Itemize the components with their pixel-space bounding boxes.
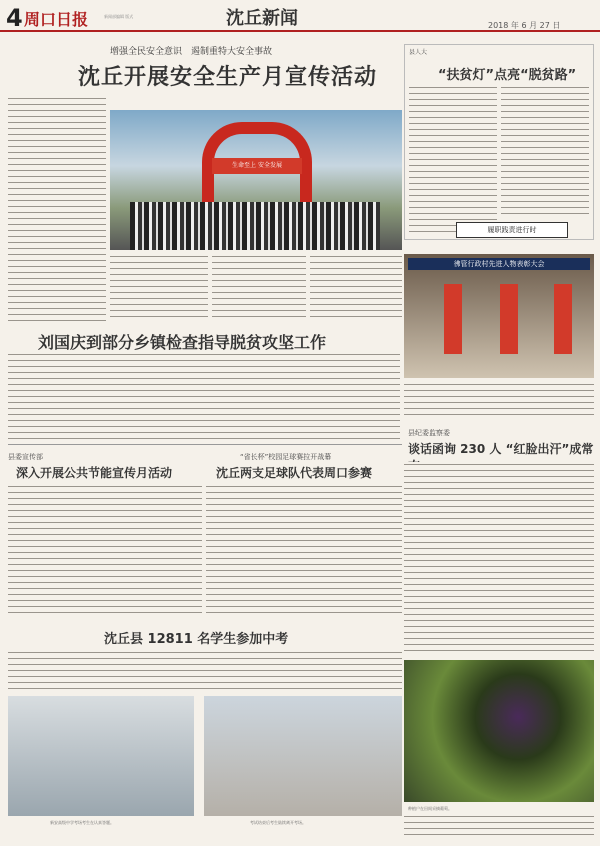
poverty-body (8, 352, 400, 440)
divider (8, 444, 402, 445)
grape-photo (404, 660, 594, 802)
photo-sign: 彿管行政村先进人物表彰大会 (408, 258, 590, 270)
section-title: 沈丘新闻 (226, 8, 298, 29)
newspaper-logo: 周口日报 (24, 10, 89, 29)
sidebar-headline: “扶贫灯”点亮“脱贫路” (438, 68, 577, 83)
left-headline: 深入开展公共节能宣传月活动 (16, 466, 173, 480)
masthead (0, 0, 600, 32)
grape-caption-lines (404, 814, 594, 840)
grape-caption: 种植户在田间采摘葡萄。 (408, 806, 452, 811)
main-body-col1 (8, 96, 106, 322)
page-number: 4 (6, 4, 23, 32)
award-photo (404, 254, 594, 378)
sidebar-body-2 (501, 85, 589, 219)
poverty-headline: 刘国庆到部分乡镇检查指导脱贫攻坚工作 (38, 333, 327, 352)
left-kicker: 县委宣传部 (8, 453, 43, 461)
issue-date: 2018 年 6 月 27 日 (488, 21, 561, 30)
main-body-col2 (110, 254, 208, 322)
crowd (130, 202, 380, 250)
main-headline: 沈丘开展安全生产月宣传活动 (78, 65, 378, 90)
exam-headline: 沈丘县 12811 名学生参加中考 (104, 632, 289, 647)
sidebar-ribbon: 履职践责进行时 (456, 222, 568, 238)
exam-body (8, 650, 402, 690)
photo2-caption (404, 382, 594, 418)
main-body-col3 (212, 254, 306, 322)
red-scroll (554, 284, 572, 354)
middle-kicker: “省长杯”校园足球赛拉开战幕 (240, 453, 332, 461)
exam-photo-right (204, 696, 402, 816)
exam-photo-left (8, 696, 194, 816)
sidebar-body-1 (409, 85, 497, 235)
left-body (8, 484, 202, 618)
main-kicker: 增强全民安全意识 遏制重特大安全事故 (110, 47, 273, 57)
middle-headline: 沈丘两支足球队代表周口参赛 (216, 466, 373, 480)
main-photo (110, 110, 402, 250)
exam-left-caption: 新安高级中学考场考生在认真答题。 (50, 820, 114, 825)
middle-body (206, 484, 402, 618)
sidebar-kicker: 县人大 (409, 49, 428, 56)
exam-right-caption: 考试结束后考生陆续离开考场。 (250, 820, 306, 825)
red-scroll (500, 284, 518, 354)
discipline-body (404, 462, 594, 656)
photo-banner: 生命至上 安全发展 (212, 158, 302, 174)
red-scroll (444, 284, 462, 354)
main-body-col4 (310, 254, 402, 322)
discipline-kicker: 县纪委监察委 (408, 429, 450, 437)
discipline-headline: 谈话函询 230 人 “红脸出汗”成常 (408, 442, 594, 456)
editor-line: 新闻部编辑 版式 (104, 14, 134, 19)
